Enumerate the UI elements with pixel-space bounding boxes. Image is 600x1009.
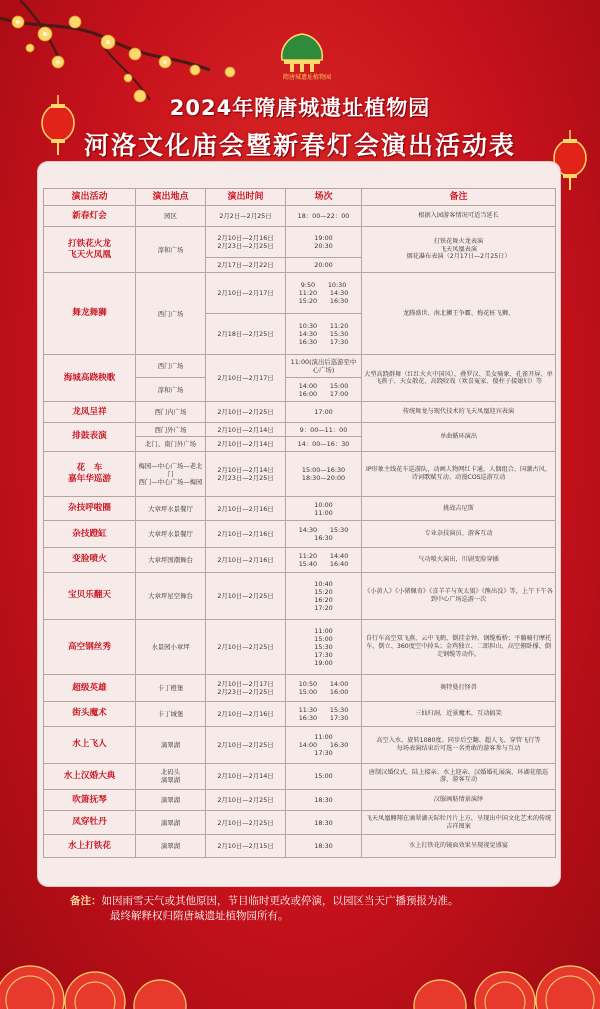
activity-session: 20:00 — [286, 257, 362, 272]
table-header-row — [44, 189, 556, 206]
header-session: 场次 — [286, 189, 362, 206]
activity-time: 2月10日—2月15日 — [206, 835, 286, 858]
table-row — [44, 226, 556, 257]
activity-time: 2月10日—2月14日 — [206, 763, 286, 790]
activity-place: 梅园—中心广场—老北门 西门—中心广场—梅园 — [136, 451, 206, 496]
activity-note: IP形象主线花车巡游队、动画人物网红卡通、人偶组合、国潮古风、诗词歌赋互动、动漫COS巡游互动 — [362, 451, 556, 496]
header-activity: 演出活动 — [44, 189, 136, 206]
activity-place: 西门广场 — [136, 273, 206, 355]
activity-session: 11:20 14:40 15:40 16:40 — [286, 548, 362, 573]
activity-time: 2月10日—2月16日 2月23日—2月25日 — [206, 226, 286, 257]
activity-note: 高空入水、旋转1080度、同步后空翻、超人飞、穿管飞行等 每场表演结束后可选一名勇敢的游客参与互动 — [362, 726, 556, 763]
activity-note: 打铁花舞火龙表演 飞天凤凰表演 烟花瀑布表演（2月17日—2月25日） — [362, 226, 556, 272]
header-time: 演出时间 — [206, 189, 286, 206]
activity-session: 10:50 14:00 15:00 16:00 — [286, 675, 362, 702]
activity-session: 18:30 — [286, 810, 362, 835]
table-row — [44, 402, 556, 423]
table-row — [44, 451, 556, 496]
table-row — [44, 572, 556, 619]
activity-place: 滴翠湖 — [136, 835, 206, 858]
activity-time: 2月10日—2月16日 — [206, 701, 286, 726]
activity-place: 水景园小章坪 — [136, 619, 206, 674]
activity-place: 园区 — [136, 206, 206, 227]
activity-place: 滴翠湖 — [136, 726, 206, 763]
table-row — [44, 835, 556, 858]
notice-line1: 如因雨雪天气或其他原因，节目临时更改或停演，以园区当天广播预报为准。 — [101, 895, 459, 907]
activity-time: 2月10日—2月14日 — [206, 422, 286, 436]
logo-text: 隋唐城遗址植物园 — [282, 74, 331, 81]
activity-session: 17:00 — [286, 402, 362, 423]
activity-time: 2月10日—2月16日 — [206, 521, 286, 548]
activity-time: 2月18日—2月25日 — [206, 314, 286, 355]
activity-note: 挑战吉尼斯 — [362, 496, 556, 521]
header-note: 备注 — [362, 189, 556, 206]
activity-session: 14:30 15:30 16:30 — [286, 521, 362, 548]
activity-name: 排鼓表演 — [44, 422, 136, 451]
activity-time: 2月10日—2月17日 — [206, 355, 286, 402]
notice-line2: 最终解释权归隋唐城遗址植物园所有。 — [110, 910, 289, 922]
activity-session: 15:00—16:30 18:30—20:00 — [286, 451, 362, 496]
page-subtitle: 河洛文化庙会暨新春灯会演出活动表 — [83, 131, 516, 160]
notice-label: 备注： — [70, 895, 102, 907]
table-row — [44, 496, 556, 521]
table-row — [44, 675, 556, 702]
activity-session: 11:30 15:30 16:30 17:30 — [286, 701, 362, 726]
park-logo-icon — [270, 30, 334, 94]
table-row — [44, 355, 556, 378]
activity-session: 10:40 15:20 16:20 17:20 — [286, 572, 362, 619]
activity-time: 2月10日—2月25日 — [206, 402, 286, 423]
table-row — [44, 619, 556, 674]
activity-name: 宝贝乐翻天 — [44, 572, 136, 619]
activity-session: 14：00—16：30 — [286, 437, 362, 451]
activity-place: 西门内广场 — [136, 402, 206, 423]
activity-note: 《小黄人》《小猪佩奇》《喜羊羊与灰太狼》《熊出没》等，上午下午各到中心广场巡游一次 — [362, 572, 556, 619]
activity-name: 杂技呼啦圈 — [44, 496, 136, 521]
activity-session: 9:50 10:30 11:20 14:30 15:20 16:30 — [286, 273, 362, 314]
activity-place: 卡丁橙堡 — [136, 675, 206, 702]
activity-session: 11:00 15:00 15:30 17:30 19:00 — [286, 619, 362, 674]
activity-place: 卡丁城堡 — [136, 701, 206, 726]
table-row — [44, 206, 556, 227]
activity-time: 2月10日—2月17日 2月23日—2月25日 — [206, 675, 286, 702]
activity-time: 2月10日—2月25日 — [206, 726, 286, 763]
activity-name: 超级英雄 — [44, 675, 136, 702]
activity-note: 汉服画舫情景演绎 — [362, 790, 556, 811]
activity-name: 街头魔术 — [44, 701, 136, 726]
activity-session: 19:00 20:30 — [286, 226, 362, 257]
activity-note: 唐制汉婚仪式，陆上接亲、水上迎亲、汉婚婚礼展演、环湖花船巡游，游客互动 — [362, 763, 556, 790]
activity-name: 花 车 嘉年华巡游 — [44, 451, 136, 496]
activity-session: 14:00 15:00 16:00 17:00 — [286, 377, 362, 402]
activity-session: 11:00 14:00 16:30 17:30 — [286, 726, 362, 763]
activity-place: 大章坪星空舞台 — [136, 572, 206, 619]
activity-name: 水上飞人 — [44, 726, 136, 763]
activity-time: 2月10日—2月14日 — [206, 437, 286, 451]
activity-session: 15:00 — [286, 763, 362, 790]
table-row — [44, 701, 556, 726]
activity-time: 2月10日—2月25日 — [206, 810, 286, 835]
activity-place: 滴翠湖 — [136, 790, 206, 811]
activity-name: 高空钢丝秀 — [44, 619, 136, 674]
activity-note: 传统舞龙与现代技术的飞天凤凰迎宾表演 — [362, 402, 556, 423]
activity-time: 2月10日—2月25日 — [206, 790, 286, 811]
activity-place: 大章坪水景餐厅 — [136, 496, 206, 521]
activity-note: 自行车高空双飞燕、云中飞鹤、倒挂金钟、钢缆板桥；平躺骑行摩托车、倒立、360度空中掉头；金鸡独立、二郎担山、高空俯卧撑、倒走钢缆等动作。 — [362, 619, 556, 674]
table-row — [44, 521, 556, 548]
activity-name: 水上打铁花 — [44, 835, 136, 858]
activity-place: 淳和广场 — [136, 226, 206, 272]
activity-name: 凤穿牡丹 — [44, 810, 136, 835]
table-row — [44, 422, 556, 436]
activity-place: 西门广场 — [136, 355, 206, 378]
activity-note: 气功喷火演出，川剧变脸穿插 — [362, 548, 556, 573]
activity-name: 龙凤呈祥 — [44, 402, 136, 423]
activity-note: 单曲循环演出 — [362, 422, 556, 451]
activity-session: 9：00—11：00 — [286, 422, 362, 436]
table-row — [44, 273, 556, 314]
table-row — [44, 810, 556, 835]
activity-name: 变脸喷火 — [44, 548, 136, 573]
schedule-table — [43, 188, 556, 858]
activity-note: 三仙归洞，近景魔术，互动搞笑 — [362, 701, 556, 726]
activity-session: 10:00 11:00 — [286, 496, 362, 521]
activity-place: 西门外广场 — [136, 422, 206, 436]
activity-name: 吹箫抚琴 — [44, 790, 136, 811]
activity-place: 北门、南门外广场 — [136, 437, 206, 451]
activity-note: 水上打铁花的镜面效果呈现视觉盛宴 — [362, 835, 556, 858]
cloud-decoration — [0, 930, 600, 1009]
activity-place: 北码头 滴翠湖 — [136, 763, 206, 790]
activity-note: 大型高跷群舞（红红火火中国风）、叠罗汉、美女骑象、孔雀开屏、单飞燕子、天女散花、高跷咬戏（欢喜冤家、傻柱子接媳妇）等 — [362, 355, 556, 402]
activity-name: 新春灯会 — [44, 206, 136, 227]
header-place: 演出地点 — [136, 189, 206, 206]
activity-note: 奥特曼打怪兽 — [362, 675, 556, 702]
activity-note: 龙腾盛世、南北狮王争霸、梅花桩飞狮、 — [362, 273, 556, 355]
activity-note: 飞天凤凰翱翔在滴翠湖天际牡丹片上方，呈现出中国文化艺术的传统吉祥图案 — [362, 810, 556, 835]
activity-time: 2月10日—2月16日 — [206, 548, 286, 573]
activity-place: 大章坪水景餐厅 — [136, 521, 206, 548]
activity-place: 淳和广场 — [136, 377, 206, 402]
notice — [70, 894, 570, 924]
activity-session: 18:30 — [286, 790, 362, 811]
activity-name: 水上汉婚大典 — [44, 763, 136, 790]
activity-place: 滴翠湖 — [136, 810, 206, 835]
page-title: 2024年隋唐城遗址植物园 — [169, 96, 431, 120]
activity-place: 大章坪国潮舞台 — [136, 548, 206, 573]
activity-note: 根据入园游客情况可适当延长 — [362, 206, 556, 227]
activity-note: 专业杂技演员、游客互动 — [362, 521, 556, 548]
activity-time: 2月10日—2月17日 — [206, 273, 286, 314]
table-row — [44, 763, 556, 790]
activity-session: 11:00(演出后巡游至中心广场) — [286, 355, 362, 378]
activity-time: 2月10日—2月16日 — [206, 496, 286, 521]
activity-time: 2月17日—2月22日 — [206, 257, 286, 272]
activity-time: 2月10日—2月14日 2月23日—2月25日 — [206, 451, 286, 496]
activity-name: 杂技蹬缸 — [44, 521, 136, 548]
table-row — [44, 790, 556, 811]
activity-time: 2月10日—2月25日 — [206, 619, 286, 674]
table-row — [44, 726, 556, 763]
activity-session: 18：00—22：00 — [286, 206, 362, 227]
activity-time: 2月10日—2月25日 — [206, 572, 286, 619]
activity-time: 2月2日—2月25日 — [206, 206, 286, 227]
activity-name: 海城高跷秧歌 — [44, 355, 136, 402]
activity-session: 10:30 11:20 14:30 15:30 16:30 17:30 — [286, 314, 362, 355]
activity-name: 打铁花火龙 飞天火凤凰 — [44, 226, 136, 272]
activity-name: 舞龙舞狮 — [44, 273, 136, 355]
activity-session: 18:30 — [286, 835, 362, 858]
table-row — [44, 548, 556, 573]
